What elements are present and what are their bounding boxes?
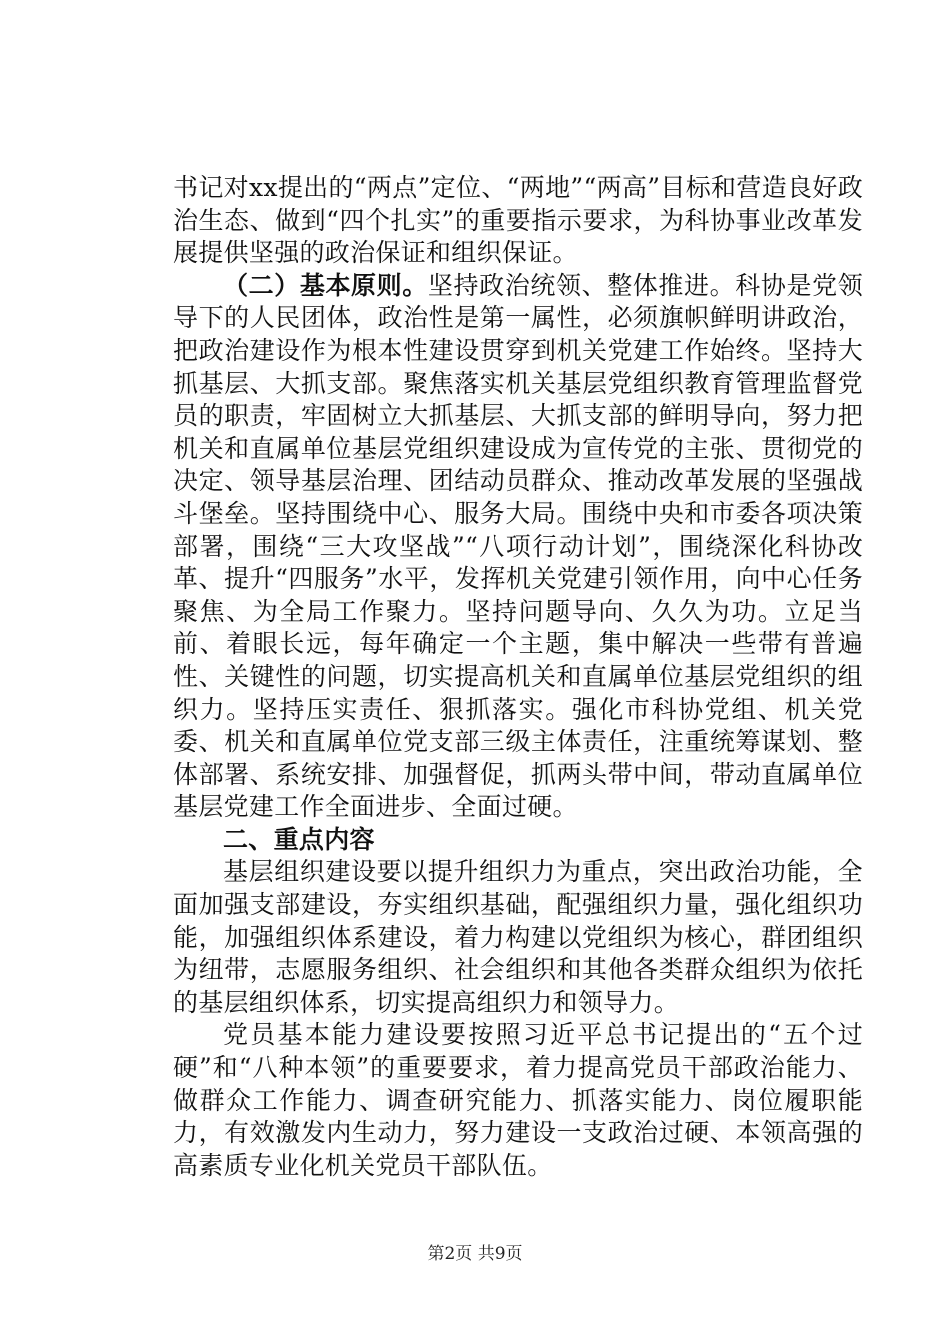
paragraph-body: 坚持政治统领、整体推进。科协是党领导下的人民团体，政治性是第一属性，必须旗帜鲜明讲政治，把政治建设作为根本性建设贯穿到机关党建工作始终。坚持大抓基层、大抓支部。聚焦落实机关基层党组织教育管理监督党员的职责，牢固树立大抓基层、大抓支部的鲜明导向，努力把机关和直属单位基层党组织建设成为宣传党的主张、贯彻党的决定、领导基层治理、团结动员群众、推动改革发展的坚强战斗堡垒。坚持围绕中心、服务大局。围绕中央和市委各项决策部署，围绕“三大攻坚战”“八项行动计划”，围绕深化科协改革、提升“四服务”水平，发挥机关党建引领作用，向中心任务聚焦、为全局工作聚力。坚持问题导向、久久为功。立足当前、着眼长远，每年确定一个主题，集中解决一些带有普遍性、关键性的问题，切实提高机关和直属单位基层党组织的组织力。坚持压实责任、狠抓落实。强化市科协党组、机关党委、机关和直属单位党支部三级主体责任，注重统筹谋划、整体部署、系统安排、加强督促，抓两头带中间，带动直属单位基层党建工作全面进步、全面过硬。 — [173, 270, 863, 822]
paragraph-organization-building: 基层组织建设要以提升组织力为重点，突出政治功能，全面加强支部建设，夯实组织基础，配强组织力量，强化组织功能，加强组织体系建设，着力构建以党组织为核心，群团组织为纽带，志愿服务组织、社会组织和其他各类群众组织为依托的基层组织体系，切实提高组织力和领导力。 — [173, 857, 863, 1017]
document-body — [173, 172, 863, 1182]
paragraph-party-member-ability: 党员基本能力建设要按照习近平总书记提出的“五个过硬”和“八种本领”的重要要求，着力提高党员干部政治能力、做群众工作能力、调查研究能力、抓落实能力、岗位履职能力，有效激发内生动力，努力建设一支政治过硬、本领高强的高素质专业化机关党员干部队伍。 — [173, 1020, 863, 1180]
paragraph-basic-principles — [173, 270, 863, 824]
section-heading: 二、重点内容 — [223, 824, 375, 854]
subsection-heading: （二）基本原则。 — [223, 270, 428, 300]
page-footer: 第2页 共9页 — [427, 1244, 523, 1264]
paragraph-continuation: 书记对xx提出的“两点”定位、“两地”“两高”目标和营造良好政治生态、做到“四个扎实”的重要指示要求，为科协事业改革发展提供坚强的政治保证和组织保证。 — [173, 173, 863, 268]
